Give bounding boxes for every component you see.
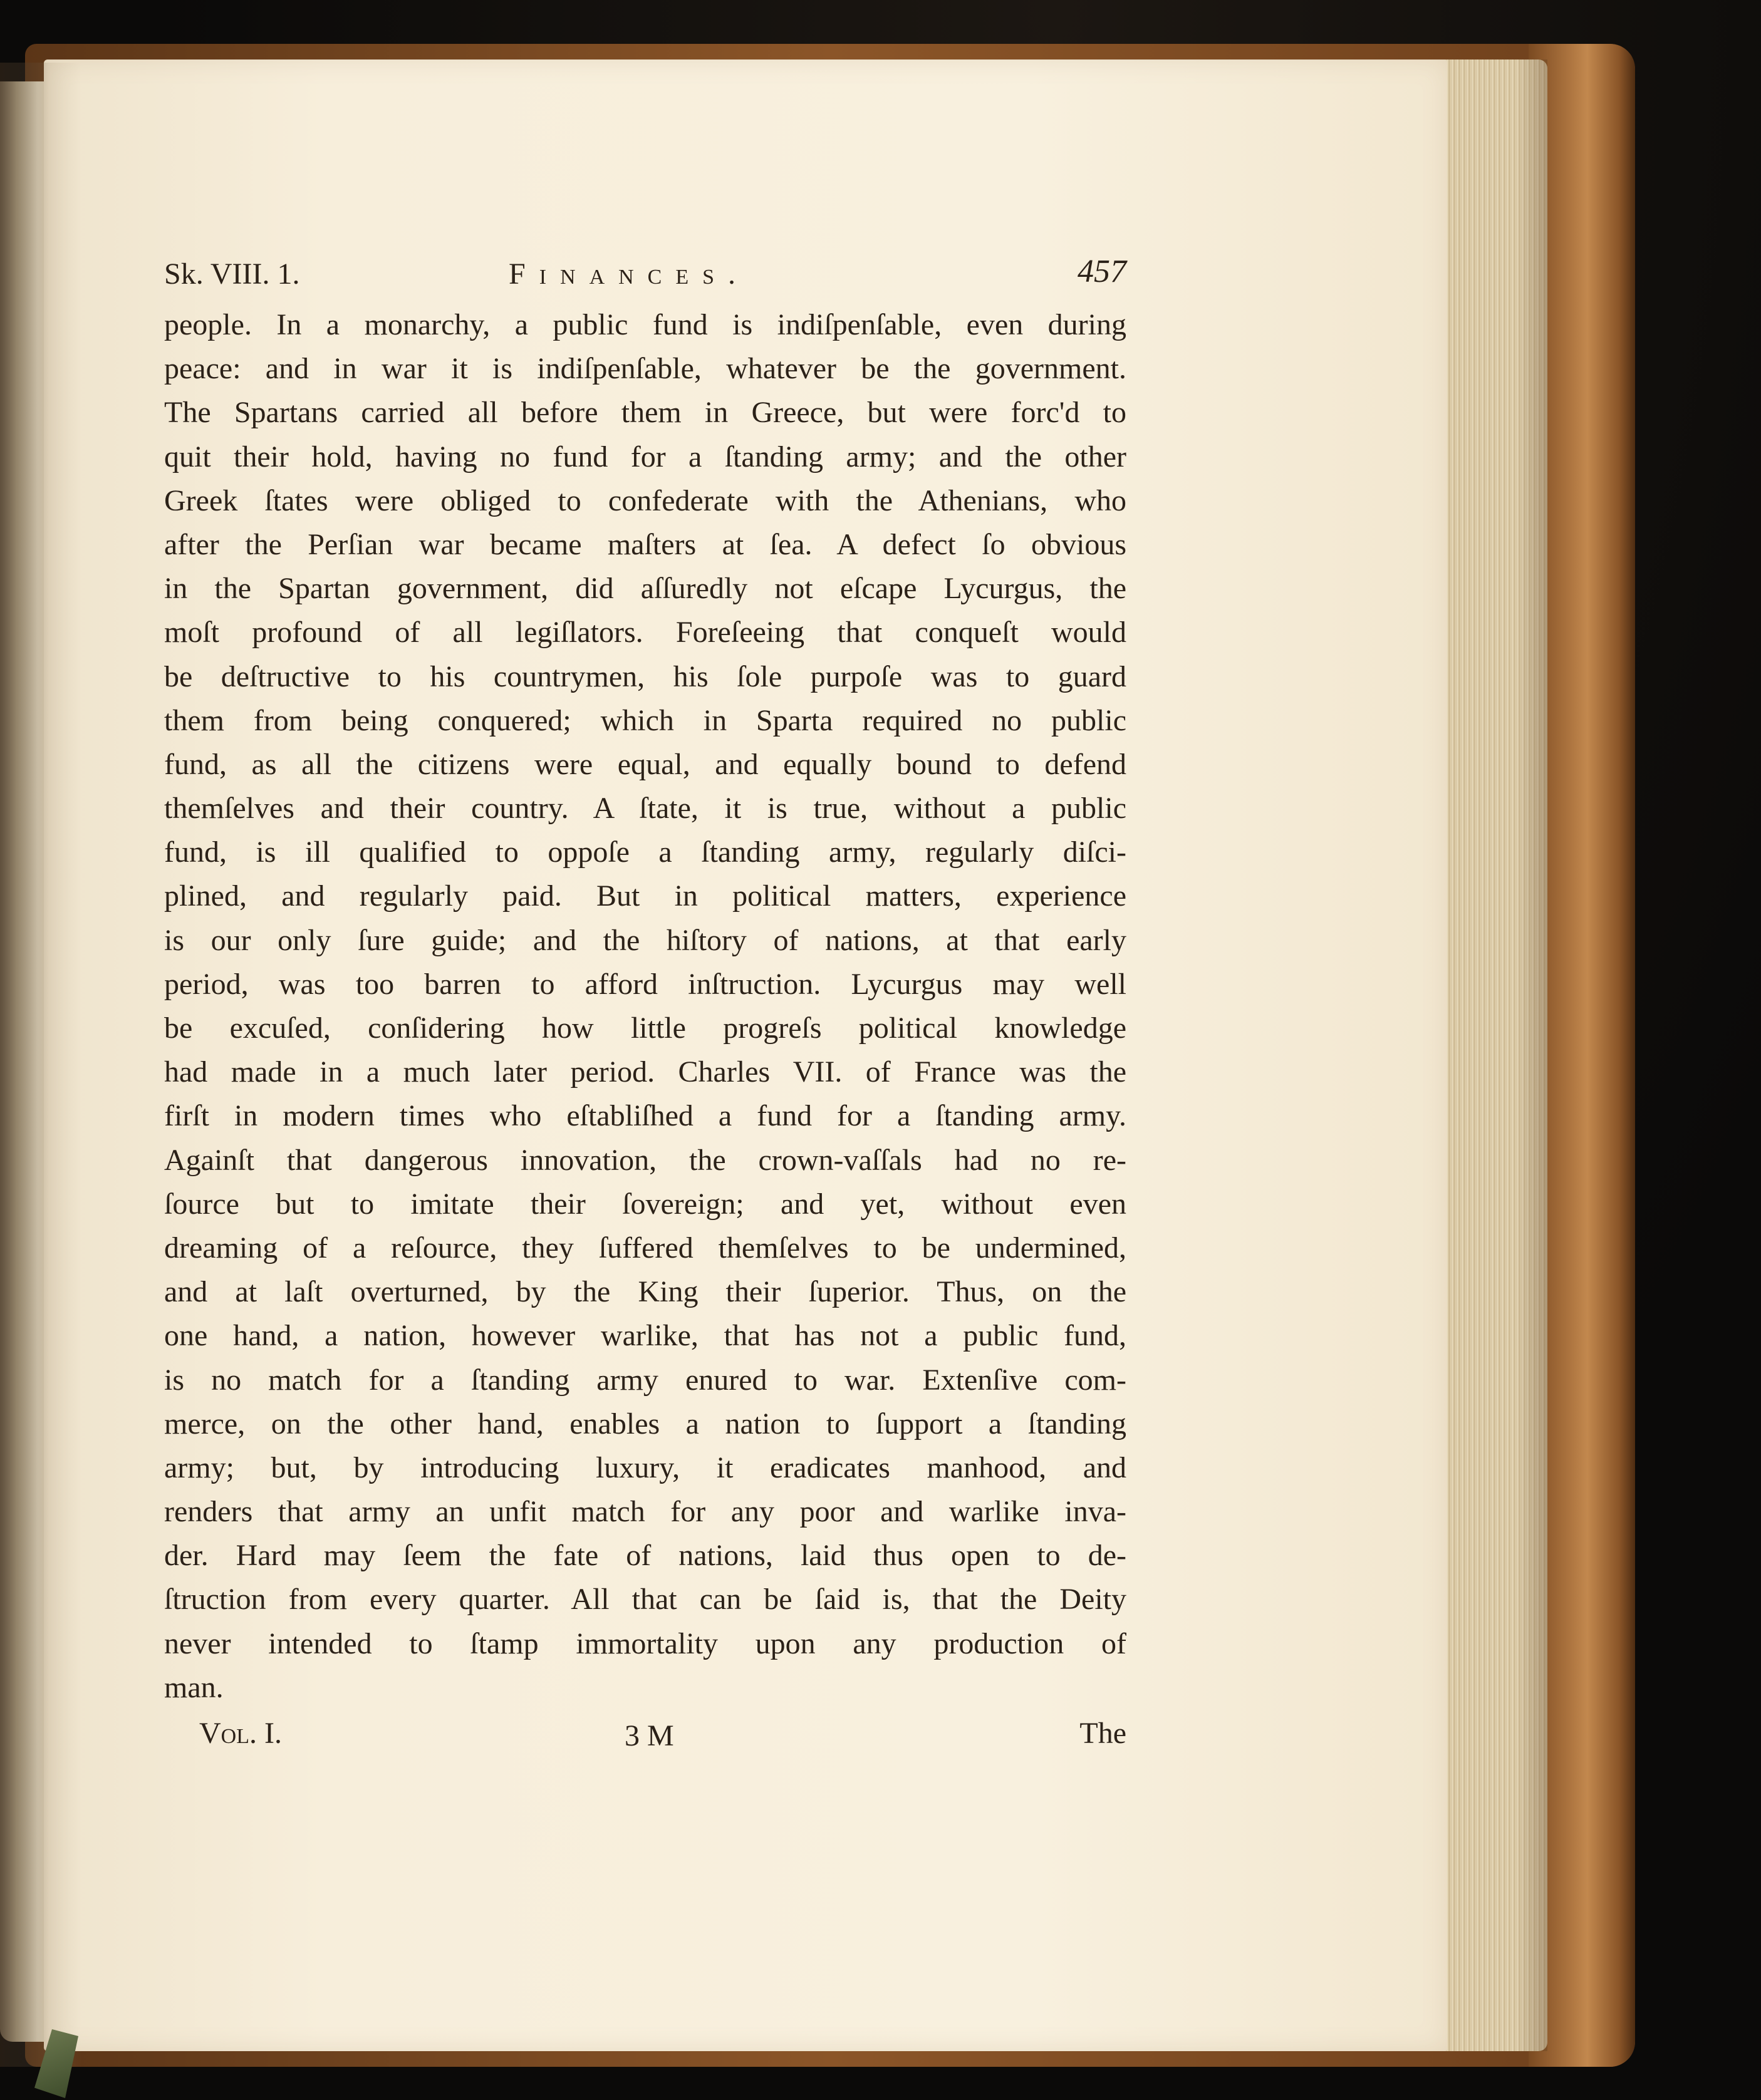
text-line: is our only ſure guide; and the hiſtory of nations, at that early [164,923,1126,957]
gutter-shadow [0,63,81,2067]
text-line: fund, as all the citizens were equal, and equally bound to defend [164,747,1126,781]
text-line: be deſtructive to his countrymen, his ſole purpoſe was to guard [164,659,1126,693]
text-line: them from being conquered; which in Sparta required no public [164,703,1126,737]
signature-mark: 3 M [625,1719,674,1752]
page-edges-shadow [1516,59,1547,2051]
text-line: one hand, a nation, however warlike, that has not a public fund, [164,1319,1126,1353]
text-line: der. Hard may ſeem the fate of nations, laid thus open to de- [164,1539,1126,1573]
text-line: after the Perſian war became maſters at ſea. A defect ſo obvious [164,527,1126,561]
text-line: had made in a much later period. Charles VII. of France was the [164,1055,1126,1089]
text-line: plined, and regularly paid. But in political matters, experience [164,879,1126,913]
text-line: be excuſed, conſidering how little progreſs political knowledge [164,1011,1126,1045]
section-reference: Sk. VIII. 1. [164,257,300,291]
text-line: in the Spartan government, did aſſuredly not eſcape Lycurgus, the [164,572,1126,606]
text-line: fund, is ill qualified to oppoſe a ſtanding army, regularly diſci- [164,835,1126,869]
text-line: moſt profound of all legiſlators. Foreſeeing that conqueſt would [164,616,1126,649]
page-footer [164,1712,1126,1757]
running-title: Finances. [509,257,750,291]
text-line: and at laſt overturned, by the King their ſuperior. Thus, on the [164,1275,1126,1309]
text-line: never intended to ſtamp immortality upon any production of [164,1627,1126,1660]
text-line: merce, on the other hand, enables a nation to ſupport a ſtanding [164,1407,1126,1441]
text-line: Againſt that dangerous innovation, the crown-vaſſals had no re- [164,1143,1126,1177]
text-line: themſelves and their country. A ſtate, it is true, without a public [164,792,1126,825]
text-line: firſt in modern times who eſtabliſhed a fund for a ſtanding army. [164,1099,1126,1133]
text-line: quit their hold, having no fund for a ſtanding army; and the other [164,440,1126,473]
text-line: dreaming of a reſource, they ſuffered themſelves to be undermined, [164,1231,1126,1265]
page-text-block [164,251,1126,1757]
text-line: period, was too barren to afford inſtruction. Lycurgus may well [164,967,1126,1001]
running-head [164,251,1126,294]
volume-label: Vol. I. [199,1717,282,1750]
text-line: ſource but to imitate their ſovereign; and yet, without even [164,1187,1126,1221]
text-line: people. In a monarchy, a public fund is indiſpenſable, even during [164,308,1126,341]
text-line: man. [164,1670,224,1704]
text-line: The Spartans carried all before them in Greece, but were forc'd to [164,396,1126,430]
text-line: Greek ſtates were obliged to confederate with the Athenians, who [164,484,1126,517]
page-number: 457 [1078,254,1126,289]
body-text [164,303,1126,1710]
catchword: The [1079,1717,1126,1750]
text-line: ſtruction from every quarter. All that can be ſaid is, that the Deity [164,1583,1126,1616]
text-line: renders that army an unfit match for any poor and warlike inva- [164,1495,1126,1529]
text-line: peace: and in war it is indiſpenſable, whatever be the government. [164,352,1126,386]
text-line: is no match for a ſtanding army enured to war. Extenſive com- [164,1363,1126,1397]
text-line: army; but, by introducing luxury, it eradicates manhood, and [164,1451,1126,1484]
